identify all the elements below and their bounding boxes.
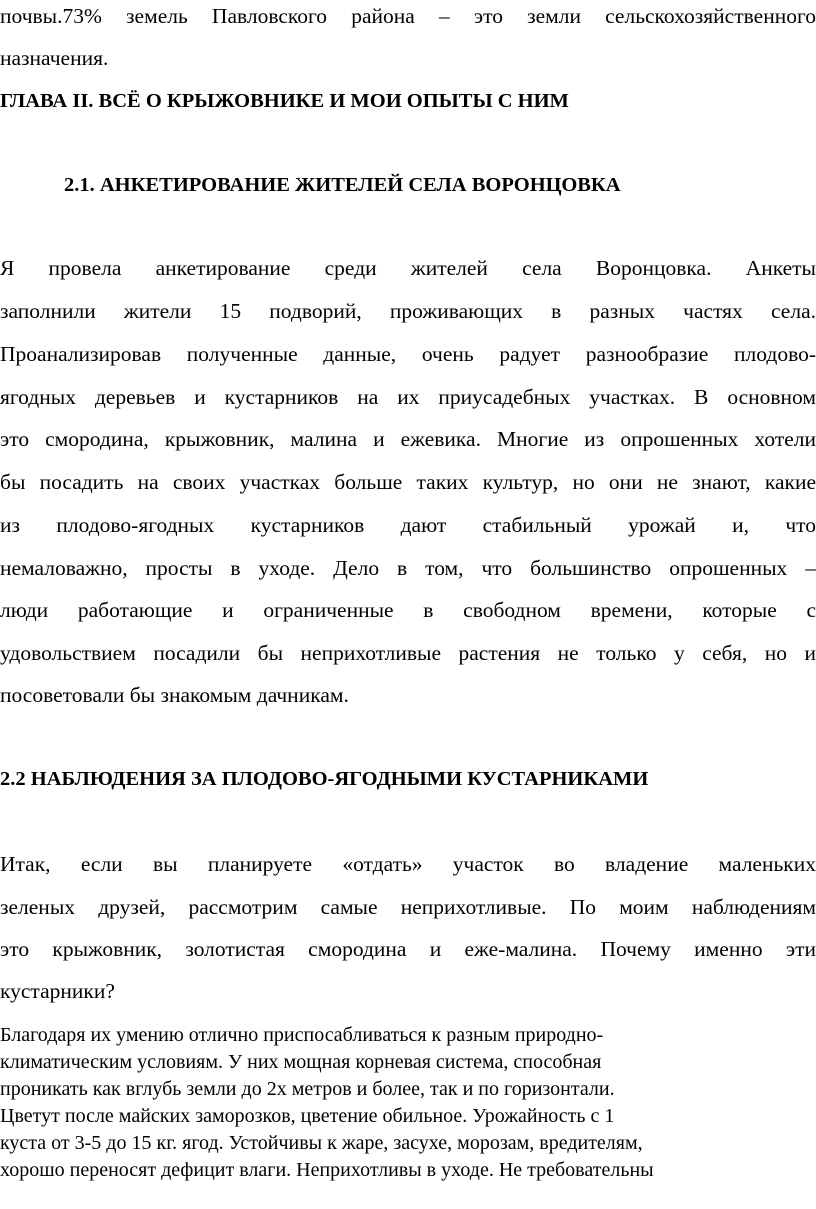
s21-line-7: из плодово-ягодных кустарников дают стабильный урожай и, что — [0, 513, 816, 537]
s21-line-10: удовольствием посадили бы неприхотливые растения не только у себя, но и — [0, 641, 816, 665]
s22-line-2: зеленых друзей, рассмотрим самые неприхотливые. По моим наблюдениям — [0, 895, 816, 919]
intro-line-1: почвы.73% земель Павловского района – это земли сельскохозяйственного — [0, 4, 816, 28]
s22-p2-line-3: проникать как вглубь земли до 2х метров и более, так и по горизонтали. — [0, 1078, 615, 1100]
s21-line-1: Я провела анкетирование среди жителей села Воронцовка. Анкеты — [0, 256, 816, 280]
s21-line-9: люди работающие и ограниченные в свободном времени, которые с — [0, 598, 816, 622]
s22-line-3: это крыжовник, золотистая смородина и еже-малина. Почему именно эти — [0, 937, 816, 961]
s21-line-5: это смородина, крыжовник, малина и ежевика. Многие из опрошенных хотели — [0, 427, 816, 451]
s21-line-4: ягодных деревьев и кустарников на их приусадебных участках. В основном — [0, 385, 816, 409]
s21-line-2: заполнили жители 15 подворий, проживающих в разных частях села. — [0, 299, 816, 323]
intro-line-2: назначения. — [0, 46, 109, 70]
chapter-heading: ГЛАВА II. ВСЁ О КРЫЖОВНИКЕ И МОИ ОПЫТЫ С НИМ — [0, 90, 569, 112]
s21-line-8: немаловажно, просты в уходе. Дело в том, что большинство опрошенных – — [0, 556, 816, 580]
s22-line-1: Итак, если вы планируете «отдать» участок во владение маленьких — [0, 852, 816, 876]
s22-p2-line-5: куста от 3-5 до 15 кг. ягод. Устойчивы к жаре, засухе, морозам, вредителям, — [0, 1132, 643, 1154]
s21-line-3: Проанализировав полученные данные, очень радует разнообразие плодово- — [0, 342, 816, 366]
s21-line-11: посоветовали бы знакомым дачникам. — [0, 683, 349, 707]
s21-line-6: бы посадить на своих участках больше таких культур, но они не знают, какие — [0, 470, 816, 494]
section-2-1-heading: 2.1. АНКЕТИРОВАНИЕ ЖИТЕЛЕЙ СЕЛА ВОРОНЦОВКА — [64, 174, 621, 196]
s22-p2-line-2: климатическим условиям. У них мощная корневая система, способная — [0, 1051, 602, 1073]
s22-p2-line-1: Благодаря их умению отлично приспосабливаться к разным природно- — [0, 1024, 604, 1046]
s22-p2-line-4: Цветут после майских заморозков, цветение обильное. Урожайность с 1 — [0, 1105, 615, 1127]
s22-p2-line-6: хорошо переносят дефицит влаги. Неприхотливы в уходе. Не требовательны — [0, 1159, 654, 1181]
s22-line-4: кустарники? — [0, 979, 115, 1003]
section-2-2-heading: 2.2 НАБЛЮДЕНИЯ ЗА ПЛОДОВО-ЯГОДНЫМИ КУСТАРНИКАМИ — [0, 768, 649, 790]
